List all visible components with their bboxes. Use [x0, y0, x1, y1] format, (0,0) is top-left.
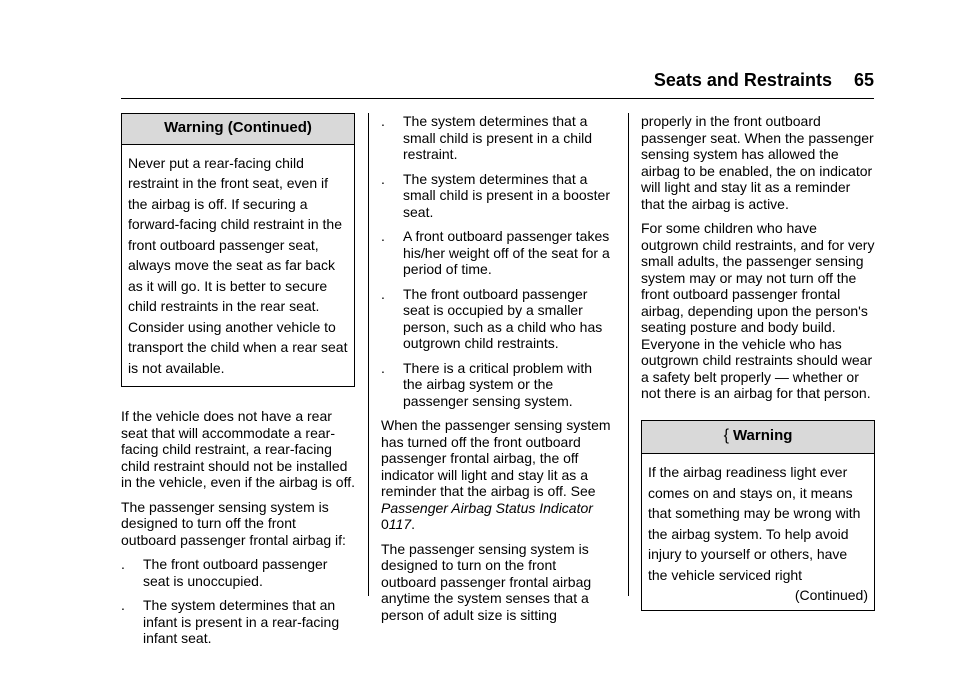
warning-box-body: If the airbag readiness light ever comes on and stays on, it means that something may be wrong with the airbag system. To help avoid injury to yourself or others, have the vehicle serviced right (Continued) — [642, 454, 874, 610]
warning-box — [641, 420, 875, 611]
paragraph: The passenger sensing system is designed to turn on the front outboard passenger frontal airbag anytime the system senses that a person of adult size is sitting — [381, 540, 592, 623]
warning-box-title: { Warning — [642, 421, 874, 455]
warning-box-body: Never put a rear-facing child restraint in the front seat, even if the airbag is off. If securing a forward-facing child restraint in the front outboard passenger seat, always move the seat as far back as it will go. It is better to secure child restraints in the rear seat. Consider using another vehicle to transport the child when a rear seat is not available. — [128, 154, 348, 376]
paragraph: When the passenger sensing system has turned off the front outboard passenger frontal airbag, the off indicator will light and stay lit as a reminder that the airbag is off. See Passenger Airbag Status Indicator 0117. — [381, 417, 611, 532]
page-header — [654, 70, 874, 91]
column-2 — [381, 113, 615, 631]
column-divider — [628, 113, 629, 596]
list-item: . A front outboard passenger takes his/her weight off of the seat for a period of time. — [381, 228, 610, 277]
page-ref-icon: 0 — [381, 516, 389, 532]
list-item: . The system determines that a small child is present in a booster seat. — [381, 170, 610, 220]
list-item: . The front outboard passenger seat is occupied by a smaller person, such as a child who has outgrown child restraints. — [381, 285, 603, 351]
paragraph: The passenger sensing system is designed to turn off the front outboard passenger frontal airbag if: — [121, 498, 346, 548]
paragraph: If the vehicle does not have a rear seat that will accommodate a rear-facing child restraint, a rear-facing child restraint should not be installed in the vehicle, even if the airbag is off. — [121, 408, 355, 490]
column-1 — [121, 113, 355, 655]
section-title: Seats and Restraints — [653, 70, 832, 90]
column-divider — [368, 113, 369, 596]
paragraph: For some children who have outgrown child restraints, and for very small adults, the passenger sensing system may or may not turn off the front outboard passenger frontal airbag, depending upon the person's seating posture and body build. Everyone in the vehicle who has outgrown child restraints should wear a safety belt properly — whether or not there is an airbag for that person. — [641, 220, 875, 401]
warning-box-continued — [121, 113, 355, 387]
list-item: . There is a critical problem with the airbag system or the passenger sensing system. — [381, 359, 593, 409]
cross-reference-link[interactable]: Passenger Airbag Status Indicator — [381, 499, 593, 516]
list-item: . The system determines that an infant is present in a rear-facing infant seat. — [121, 597, 340, 646]
list-item: . The system determines that a small child is present in a child restraint. — [381, 113, 593, 162]
header-rule — [121, 98, 874, 99]
warning-box-title: Warning (Continued) — [122, 114, 354, 145]
list-item: . The front outboard passenger seat is unoccupied. — [121, 556, 328, 589]
cross-reference-page: 117 — [388, 516, 412, 532]
warning-icon: { — [723, 426, 729, 444]
column-3 — [641, 113, 875, 611]
paragraph: properly in the front outboard passenger seat. When the passenger sensing system has allowed the airbag to be enabled, the on indicator will light and stay lit as a reminder that the airbag is active. — [641, 113, 874, 212]
continued-label: (Continued) — [794, 587, 868, 603]
page-number: 65 — [853, 70, 874, 90]
